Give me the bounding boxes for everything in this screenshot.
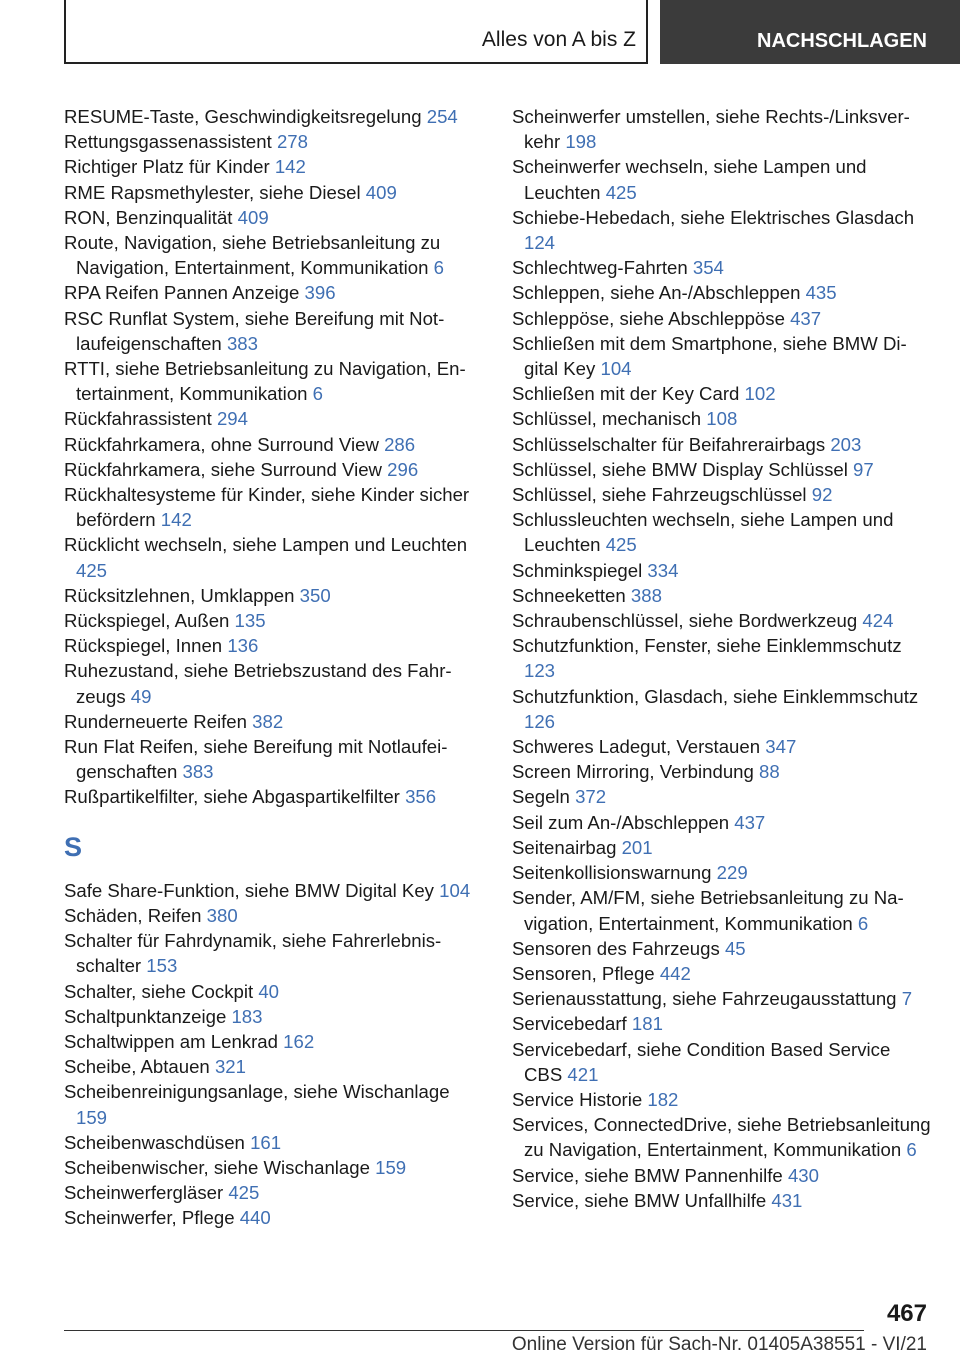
index-entry bbox=[512, 205, 932, 255]
index-entry-term: Schließen mit dem Smartphone, siehe BMW Digital Key bbox=[512, 332, 907, 380]
page-reference-link[interactable]: 182 bbox=[647, 1088, 679, 1110]
index-entry-term: Scheinwerfer umstellen, siehe Rechts-/Linksverkehr bbox=[512, 106, 910, 153]
page-reference-link[interactable]: 104 bbox=[600, 358, 632, 380]
index-entry-term: Scheibe, Abtauen bbox=[64, 1056, 210, 1078]
page-reference-link[interactable]: 142 bbox=[274, 156, 306, 178]
page-reference-link[interactable]: 136 bbox=[227, 635, 259, 657]
page-reference-link[interactable]: 108 bbox=[706, 408, 738, 430]
index-entry-term: Schleppöse, siehe Abschleppöse bbox=[512, 307, 785, 329]
index-entry bbox=[512, 255, 932, 280]
page-reference-link[interactable]: 354 bbox=[692, 257, 724, 279]
index-entry bbox=[64, 658, 484, 708]
page-reference-link[interactable]: 183 bbox=[231, 1005, 263, 1027]
index-entry-term: Rückfahrkamera, ohne Surround View bbox=[64, 433, 379, 455]
page-reference-link[interactable]: 198 bbox=[565, 131, 597, 153]
page-reference-link[interactable]: 278 bbox=[276, 131, 308, 153]
page-reference-link[interactable]: 424 bbox=[862, 610, 894, 632]
index-entry-term: Schiebe-Hebedach, siehe Elektrisches Glasdach bbox=[512, 206, 915, 228]
index-entry-term: Scheinwerfer, Pflege bbox=[64, 1207, 235, 1229]
page-reference-link[interactable]: 425 bbox=[605, 181, 637, 203]
page-reference-link[interactable]: 409 bbox=[365, 181, 397, 203]
index-entry-term: Sensoren des Fahrzeugs bbox=[512, 937, 720, 959]
page-reference-link[interactable]: 45 bbox=[724, 937, 746, 959]
index-column-left bbox=[64, 104, 484, 1231]
index-entry bbox=[512, 759, 932, 784]
index-entry-term: Screen Mirroring, Verbindung bbox=[512, 761, 754, 783]
page-reference-link[interactable]: 383 bbox=[226, 332, 258, 354]
index-entry-term: Rücklicht wechseln, siehe Lampen und Leuchten bbox=[64, 534, 468, 556]
index-entry-term: Safe Share-Funktion, siehe BMW Digital Key bbox=[64, 879, 434, 901]
index-entry bbox=[512, 1112, 932, 1162]
index-entry bbox=[512, 784, 932, 809]
index-entry-term: Servicebedarf, siehe Condition Based Service CBS bbox=[512, 1038, 891, 1085]
index-entry-term: Seitenairbag bbox=[512, 836, 617, 858]
index-entry-term: Rückspiegel, Innen bbox=[64, 635, 223, 657]
page-reference-link[interactable]: 254 bbox=[426, 106, 458, 127]
index-entry bbox=[512, 1163, 932, 1188]
page-reference-link[interactable]: 126 bbox=[524, 710, 556, 732]
index-entry bbox=[64, 1054, 484, 1079]
index-entry-term: Schlüssel, siehe BMW Display Schlüssel bbox=[512, 458, 848, 480]
index-entry-term: Ruhezustand, siehe Betriebszustand des Fahrzeugs bbox=[64, 660, 452, 707]
footer-rule bbox=[64, 1330, 864, 1331]
page-reference-link[interactable]: 396 bbox=[304, 282, 336, 304]
page-reference-link[interactable]: 229 bbox=[716, 862, 748, 884]
index-entry bbox=[64, 878, 484, 903]
page-reference-link[interactable]: 350 bbox=[299, 584, 331, 606]
page-reference-link[interactable]: 6 bbox=[312, 383, 324, 405]
index-entry-term: Rückhaltesysteme für Kinder, siehe Kinder sicher befördern bbox=[64, 484, 470, 531]
page-reference-link[interactable]: 142 bbox=[160, 509, 192, 531]
page-reference-link[interactable]: 97 bbox=[853, 458, 874, 480]
index-entry-term: Schleppen, siehe An-/Abschleppen bbox=[512, 282, 801, 304]
index-entry bbox=[64, 1079, 484, 1129]
index-entry bbox=[64, 104, 484, 129]
page-reference-link[interactable]: 159 bbox=[76, 1106, 108, 1128]
page-reference-link[interactable]: 49 bbox=[130, 685, 152, 707]
index-entry bbox=[64, 457, 484, 482]
index-entry bbox=[64, 1155, 484, 1180]
index-entry-term: Schlüssel, siehe Fahrzeugschlüssel bbox=[512, 484, 807, 506]
index-entry-term: Schlussleuchten wechseln, siehe Lampen und Leuchten bbox=[512, 509, 894, 556]
index-entry-term: Schweres Ladegut, Verstauen bbox=[512, 736, 761, 758]
index-entry bbox=[512, 1188, 932, 1213]
page-reference-link[interactable]: 7 bbox=[901, 988, 913, 1010]
index-entry bbox=[64, 482, 484, 532]
page-reference-link[interactable]: 409 bbox=[237, 206, 269, 228]
index-entry bbox=[512, 558, 932, 583]
index-entry-term: Scheibenwaschdüsen bbox=[64, 1131, 245, 1153]
index-entry-term: RTTI, siehe Betriebsanleitung zu Navigation, Entertainment, Kommunikation bbox=[64, 358, 466, 405]
page-reference-link[interactable]: 104 bbox=[439, 879, 471, 901]
index-entry bbox=[512, 835, 932, 860]
page-reference-link[interactable]: 425 bbox=[605, 534, 637, 556]
page-reference-link[interactable]: 380 bbox=[206, 904, 238, 926]
index-entry-term: RON, Benzinqualität bbox=[64, 206, 233, 228]
index-entry-term: Service Historie bbox=[512, 1088, 643, 1110]
index-entry-term: Schalter, siehe Cockpit bbox=[64, 980, 254, 1002]
index-entry bbox=[64, 154, 484, 179]
index-entry bbox=[512, 1037, 932, 1087]
index-entry-term: Schraubenschlüssel, siehe Bordwerkzeug bbox=[512, 610, 858, 632]
page-header bbox=[0, 0, 960, 64]
index-entry-term: Richtiger Platz für Kinder bbox=[64, 156, 270, 178]
index-entry bbox=[512, 154, 932, 204]
index-entry bbox=[512, 381, 932, 406]
index-entry bbox=[64, 583, 484, 608]
page-reference-link[interactable]: 135 bbox=[234, 610, 266, 632]
index-entry-term: Scheibenreinigungsanlage, siehe Wischanlage bbox=[64, 1081, 450, 1103]
index-entry-term: Rückfahrassistent bbox=[64, 408, 212, 430]
index-entry bbox=[512, 961, 932, 986]
page-reference-link[interactable]: 40 bbox=[258, 980, 279, 1002]
index-entry-term: Schaltwippen am Lenkrad bbox=[64, 1030, 278, 1052]
page-reference-link[interactable]: 6 bbox=[857, 912, 869, 934]
index-entry-term: Schalter für Fahrdynamik, siehe Fahrerlebnisschalter bbox=[64, 930, 442, 977]
index-entry bbox=[64, 230, 484, 280]
index-entry-term: Route, Navigation, siehe Betriebsanleitung zu Navigation, Entertainment, Kommunikation bbox=[64, 232, 441, 279]
index-entry bbox=[512, 684, 932, 734]
page-reference-link[interactable]: 88 bbox=[759, 761, 780, 783]
index-entry-term: Schlechtweg-Fahrten bbox=[512, 257, 688, 279]
index-entry-term: Rettungsgassenassistent bbox=[64, 131, 272, 153]
page-reference-link[interactable]: 92 bbox=[811, 484, 833, 506]
index-entry-term: Scheibenwischer, siehe Wischanlage bbox=[64, 1156, 370, 1178]
page-reference-link[interactable]: 382 bbox=[252, 710, 284, 732]
page-reference-link[interactable]: 388 bbox=[630, 584, 662, 606]
page-reference-link[interactable]: 6 bbox=[906, 1139, 917, 1161]
index-entry-term: Schaltpunktanzeige bbox=[64, 1005, 227, 1027]
index-entry bbox=[512, 1011, 932, 1036]
page-reference-link[interactable]: 124 bbox=[524, 232, 556, 254]
index-entry-term: RPA Reifen Pannen Anzeige bbox=[64, 282, 300, 304]
index-entry bbox=[512, 457, 932, 482]
index-entry-term: Schließen mit der Key Card bbox=[512, 383, 740, 405]
index-entry bbox=[64, 1180, 484, 1205]
index-entry bbox=[512, 306, 932, 331]
index-entry bbox=[512, 860, 932, 885]
index-entry bbox=[64, 1004, 484, 1029]
index-entry bbox=[512, 1087, 932, 1112]
index-entry bbox=[64, 432, 484, 457]
index-column-right bbox=[512, 104, 932, 1213]
index-entry-term: Scheinwerfergläser bbox=[64, 1182, 224, 1204]
index-entry-term: Schminkspiegel bbox=[512, 559, 643, 581]
page-reference-link[interactable]: 123 bbox=[524, 660, 556, 682]
index-entry bbox=[512, 280, 932, 305]
page-reference-link[interactable]: 440 bbox=[239, 1207, 271, 1229]
index-group-r bbox=[64, 104, 484, 810]
index-entry bbox=[64, 280, 484, 305]
page-reference-link[interactable]: 203 bbox=[830, 433, 862, 455]
index-entry bbox=[512, 885, 932, 935]
page-reference-link[interactable]: 347 bbox=[765, 736, 797, 758]
index-entry-term: Rußpartikelfilter, siehe Abgaspartikelfilter bbox=[64, 786, 400, 808]
index-entry bbox=[64, 356, 484, 406]
index-entry bbox=[64, 784, 484, 809]
index-entry bbox=[512, 936, 932, 961]
online-version-note: Online Version für Sach-Nr. 01405A38551 - VI/21 bbox=[511, 1334, 927, 1355]
index-entry bbox=[64, 205, 484, 230]
page-reference-link[interactable]: 435 bbox=[805, 282, 837, 304]
index-entry bbox=[64, 532, 484, 582]
index-entry-term: Serienausstattung, siehe Fahrzeugausstattung bbox=[512, 988, 897, 1010]
index-entry bbox=[64, 903, 484, 928]
page-reference-link[interactable]: 161 bbox=[250, 1131, 282, 1153]
page-reference-link[interactable]: 356 bbox=[405, 786, 437, 808]
index-entry-term: Servicebedarf bbox=[512, 1013, 627, 1035]
index-group-s bbox=[64, 878, 484, 1231]
index-entry-term: RME Rapsmethylester, siehe Diesel bbox=[64, 181, 361, 203]
index-entry bbox=[64, 633, 484, 658]
page-reference-link[interactable]: 437 bbox=[790, 307, 822, 329]
page-reference-link[interactable]: 294 bbox=[216, 408, 248, 430]
index-entry-term: Schutzfunktion, Glasdach, siehe Einklemmschutz bbox=[512, 685, 919, 707]
page-reference-link[interactable]: 6 bbox=[433, 257, 444, 279]
page-reference-link[interactable]: 201 bbox=[621, 836, 653, 858]
page-reference-link[interactable]: 286 bbox=[384, 433, 416, 455]
index-entry bbox=[64, 1130, 484, 1155]
page-reference-link[interactable]: 102 bbox=[744, 383, 776, 405]
index-entry bbox=[512, 608, 932, 633]
index-entry-term: Service, siehe BMW Pannenhilfe bbox=[512, 1164, 783, 1186]
index-entry-term: Rückspiegel, Außen bbox=[64, 610, 230, 632]
header-rule-bottom bbox=[64, 62, 648, 64]
page-reference-link[interactable]: 383 bbox=[182, 761, 214, 783]
header-rule-divider bbox=[646, 0, 648, 64]
index-entry bbox=[512, 432, 932, 457]
page-reference-link[interactable]: 421 bbox=[567, 1063, 599, 1085]
page-reference-link[interactable]: 153 bbox=[146, 955, 178, 977]
index-entry bbox=[64, 1029, 484, 1054]
page-reference-link[interactable]: 425 bbox=[76, 559, 108, 581]
index-entry bbox=[512, 406, 932, 431]
page-reference-link[interactable]: 334 bbox=[647, 559, 679, 581]
index-entry bbox=[64, 129, 484, 154]
section-title: Alles von A bis Z bbox=[481, 28, 636, 51]
index-entry bbox=[512, 633, 932, 683]
index-entry-term: Sensoren, Pflege bbox=[512, 962, 655, 984]
index-entry bbox=[64, 1205, 484, 1230]
chapter-tab[interactable]: NACHSCHLAGEN bbox=[660, 0, 960, 64]
index-entry-term: Seitenkollisionswarnung bbox=[512, 862, 712, 884]
page-reference-link[interactable]: 296 bbox=[387, 458, 419, 480]
index-entry bbox=[64, 406, 484, 431]
index-entry-term: RSC Runflat System, siehe Bereifung mit Notlaufeigenschaften bbox=[64, 307, 445, 354]
index-entry-term: Scheinwerfer wechseln, siehe Lampen und Leuchten bbox=[512, 156, 867, 203]
index-entry bbox=[512, 507, 932, 557]
index-group-s-continued bbox=[512, 104, 932, 1213]
index-entry-term: Service, siehe BMW Unfallhilfe bbox=[512, 1189, 767, 1211]
index-entry bbox=[512, 583, 932, 608]
page-reference-link[interactable]: 431 bbox=[771, 1189, 803, 1211]
index-entry bbox=[64, 306, 484, 356]
index-entry bbox=[64, 734, 484, 784]
index-entry bbox=[512, 331, 932, 381]
section-letter: S bbox=[64, 831, 83, 862]
index-entry bbox=[512, 104, 932, 154]
page-reference-link[interactable]: 159 bbox=[375, 1156, 407, 1178]
page-reference-link[interactable]: 425 bbox=[228, 1182, 260, 1204]
index-entry-term: Schäden, Reifen bbox=[64, 904, 202, 926]
index-entry-term: Run Flat Reifen, siehe Bereifung mit Notlaufeigenschaften bbox=[64, 736, 448, 783]
page-reference-link[interactable]: 372 bbox=[575, 786, 607, 808]
index-entry-term: Runderneuerte Reifen bbox=[64, 710, 247, 732]
index-entry bbox=[512, 810, 932, 835]
index-entry-term: Schutzfunktion, Fenster, siehe Einklemmschutz bbox=[512, 635, 902, 657]
page-reference-link[interactable]: 442 bbox=[659, 962, 691, 984]
page-reference-link[interactable]: 437 bbox=[734, 811, 766, 833]
page-number: 467 bbox=[886, 1300, 927, 1327]
page-reference-link[interactable]: 181 bbox=[631, 1013, 663, 1035]
index-entry bbox=[512, 734, 932, 759]
index-entry bbox=[64, 608, 484, 633]
index-entry-term: Segeln bbox=[512, 786, 570, 808]
index-entry-term: Seil zum An-/Abschleppen bbox=[512, 811, 730, 833]
index-entry-term: Services, ConnectedDrive, siehe Betriebsanleitung zu Navigation, Entertainment, Kommunikation bbox=[512, 1114, 931, 1161]
index-entry-term: Rückfahrkamera, siehe Surround View bbox=[64, 458, 382, 480]
index-entry-term: Schlüssel, mechanisch bbox=[512, 408, 702, 430]
index-entry bbox=[512, 482, 932, 507]
index-entry bbox=[64, 180, 484, 205]
page-reference-link[interactable]: 162 bbox=[283, 1030, 315, 1052]
index-entry-term: RESUME-Taste, Geschwindigkeitsregelung bbox=[64, 106, 422, 127]
index-entry-term: Schlüsselschalter für Beifahrerairbags bbox=[512, 433, 826, 455]
index-entry bbox=[64, 928, 484, 978]
index-entry bbox=[64, 709, 484, 734]
index-entry-term: Rücksitzlehnen, Umklappen bbox=[64, 584, 295, 606]
page-reference-link[interactable]: 430 bbox=[787, 1164, 819, 1186]
index-entry bbox=[64, 979, 484, 1004]
index-entry bbox=[512, 986, 932, 1011]
index-entry-term: Sender, AM/FM, siehe Betriebsanleitung zu Navigation, Entertainment, Kommunikation bbox=[512, 887, 904, 934]
header-rule-left bbox=[64, 0, 66, 64]
index-entry-term: Schneeketten bbox=[512, 584, 626, 606]
page-reference-link[interactable]: 321 bbox=[214, 1056, 246, 1078]
